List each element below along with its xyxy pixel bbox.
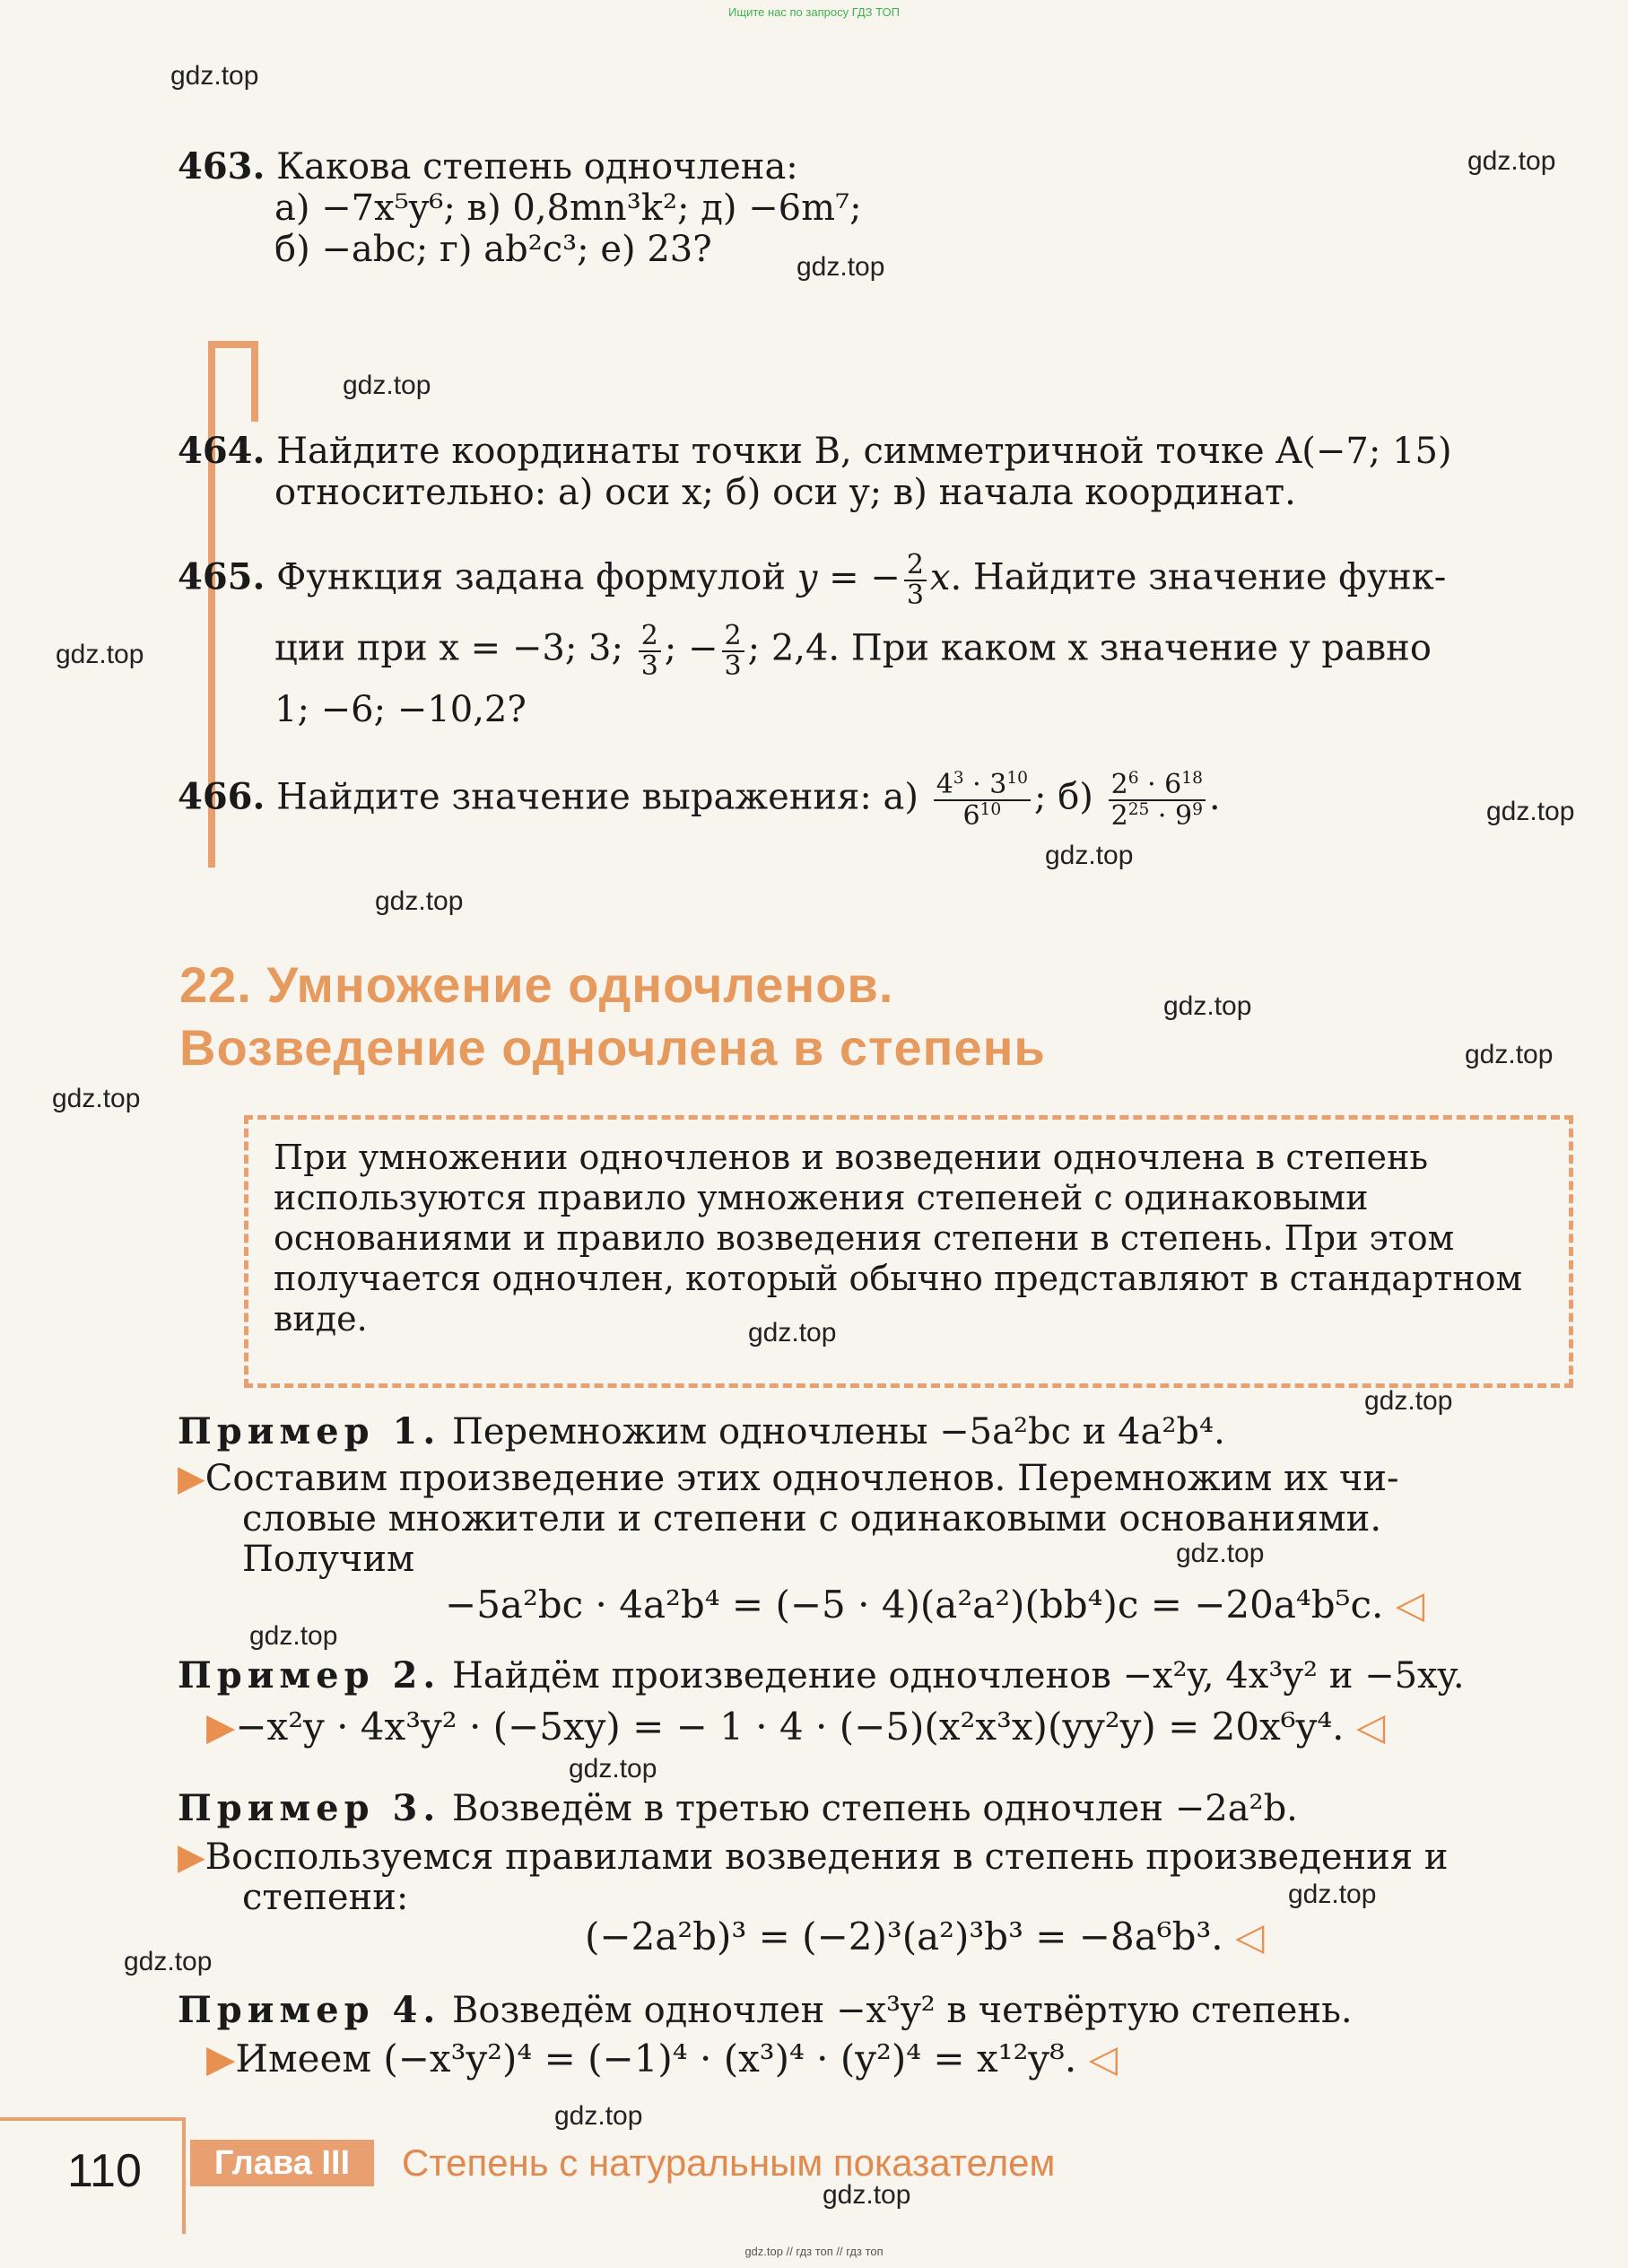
example-formula: ▶Имеем (−x³y²)⁴ = (−1)⁴ · (x³)⁴ · (y²)⁴ = x¹²y⁸. ◁ (206, 2037, 1118, 2080)
example-label: Пример 1. (178, 1410, 441, 1452)
watermark: gdz.top (1465, 1040, 1554, 1069)
problem-text: Найдите значение функ- (972, 556, 1447, 598)
watermark: gdz.top (1364, 1386, 1453, 1416)
solution-end-icon: ◁ (1355, 1705, 1386, 1749)
footer-rule (182, 2117, 186, 2234)
solution-end-icon: ◁ (1395, 1583, 1425, 1627)
solution-start-icon: ▶ (206, 2037, 236, 2080)
problem-463 (178, 146, 1568, 270)
watermark: gdz.top (823, 2180, 911, 2210)
section-title: 22. Умножение одночленов. (179, 956, 894, 1013)
watermark: gdz.top (249, 1621, 338, 1651)
solution-start-icon: ▶ (206, 1705, 236, 1749)
problem-text: Найдите значение выражения: а) (276, 776, 918, 818)
example-heading: Возведём одночлен −x³y² в четвёртую степень. (451, 1990, 1353, 2031)
problem-text: Функция задана формулой (276, 556, 787, 598)
watermark: gdz.top (1163, 991, 1252, 1021)
watermark: gdz.top (375, 886, 464, 916)
section-subtitle: Возведение одночлена в степень (179, 1019, 1046, 1076)
formula: y = − $\frac{2}{3}$ x. (797, 549, 962, 611)
solution-end-icon: ◁ (1088, 2037, 1118, 2080)
bottom-note: gdz.top // гдз топ // гдз топ (744, 2245, 884, 2258)
rule-text: При умножении одночленов и возведении одночлена в степень используются правило умножения степеней с одинаковыми основаниями и правило возведения степени в степень. При этом получается одночлен, который обычно представляют в стандартном виде. (274, 1138, 1523, 1339)
solution-start-icon: ▶ (178, 1458, 205, 1499)
example-1-body (178, 1458, 1399, 1499)
solution-end-icon: ◁ (1235, 1915, 1265, 1958)
problem-number: 465. (178, 555, 266, 598)
page-number: 110 (67, 2145, 142, 2197)
watermark: gdz.top (1486, 797, 1575, 826)
watermark: gdz.top (170, 61, 259, 91)
example-label: Пример 3. (178, 1787, 441, 1829)
example-text: степени: (242, 1877, 409, 1918)
problem-464 (178, 431, 1568, 513)
top-search-note: Ищите нас по запросу ГДЗ ТОП (728, 5, 900, 19)
example-1 (178, 1411, 1225, 1452)
problem-options-row2: б) −abc; г) ab²c³; е) 23? (274, 229, 712, 270)
chapter-title: Степень с натуральным показателем (402, 2142, 1056, 2184)
solution-start-icon: ▶ (178, 1836, 205, 1878)
example-3 (178, 1788, 1298, 1829)
watermark: gdz.top (569, 1754, 657, 1784)
watermark: gdz.top (52, 1084, 141, 1113)
problem-text: Какова степень одночлена: (276, 146, 798, 188)
example-formula: −5a²bc · 4a²b⁴ = (−5 · 4)(a²a²)(bb⁴)c = −20a⁴b⁵c. ◁ (445, 1583, 1425, 1627)
watermark: gdz.top (1467, 146, 1556, 176)
problem-number: 464. (178, 430, 266, 472)
example-label: Пример 2. (178, 1654, 441, 1697)
example-4 (178, 1990, 1353, 2031)
formula: $\frac{4^3 \cdot 3^{10}}{6^{10}}$ ; (930, 777, 1047, 818)
example-text: Составим произведение этих одночленов. Перемножим их чи- (205, 1458, 1399, 1499)
section-marker-tab (208, 341, 258, 422)
watermark: gdz.top (1045, 841, 1134, 870)
example-heading: Возведём в третью степень одночлен −2a²b. (451, 1788, 1298, 1829)
fraction: $\frac{2}{3}$ ; − $\frac{2}{3}$ ; (635, 628, 760, 669)
example-text: словые множители и степени с одинаковыми основаниями. (242, 1498, 1382, 1540)
watermark: gdz.top (554, 2101, 643, 2131)
problem-text-cont: относительно: а) оси x; б) оси y; в) начала координат. (274, 472, 1296, 513)
problem-465 (178, 551, 1568, 730)
watermark: gdz.top (343, 371, 431, 400)
example-heading: Перемножим одночлены −5a²bc и 4a²b⁴. (451, 1411, 1225, 1452)
footer-rule (0, 2117, 184, 2121)
problem-text: ции при x = −3; 3; (274, 627, 623, 669)
example-3-body (178, 1836, 1448, 1878)
problem-text: Найдите координаты точки B, симметричной точке A(−7; 15) (276, 431, 1452, 472)
watermark: gdz.top (124, 1947, 213, 1976)
problem-options-row1: а) −7x⁵y⁶; в) 0,8mn³k²; д) −6m⁷; (274, 188, 862, 229)
formula: $\frac{2^6 \cdot 6^{18}}{2^{25} \cdot 9^9}$ . (1105, 777, 1221, 818)
problem-text: 2,4. При каком x значение y равно (770, 627, 1432, 669)
problem-466 (178, 770, 1568, 830)
example-2 (178, 1655, 1465, 1697)
chapter-badge: Глава III (190, 2140, 374, 2186)
watermark: gdz.top (1288, 1880, 1377, 1909)
watermark: gdz.top (1176, 1539, 1265, 1568)
watermark: gdz.top (56, 640, 144, 669)
watermark: gdz.top (748, 1318, 837, 1348)
example-formula: (−2a²b)³ = (−2)³(a²)³b³ = −8a⁶b³. ◁ (585, 1915, 1265, 1958)
example-text: Получим (242, 1539, 415, 1580)
problem-text-cont: 1; −6; −10,2? (274, 689, 527, 730)
watermark: gdz.top (797, 252, 885, 282)
option-label: б) (1058, 776, 1093, 818)
example-text: Воспользуемся правилами возведения в степень произведения и (205, 1836, 1449, 1878)
problem-number: 466. (178, 775, 266, 818)
example-label: Пример 4. (178, 1989, 441, 2031)
example-formula: ▶−x²y · 4x³y² · (−5xy) = − 1 · 4 · (−5)(x²x³x)(yy²y) = 20x⁶y⁴. ◁ (206, 1705, 1386, 1749)
problem-number: 463. (178, 145, 266, 188)
example-heading: Найдём произведение одночленов −x²y, 4x³y² и −5xy. (451, 1655, 1465, 1697)
